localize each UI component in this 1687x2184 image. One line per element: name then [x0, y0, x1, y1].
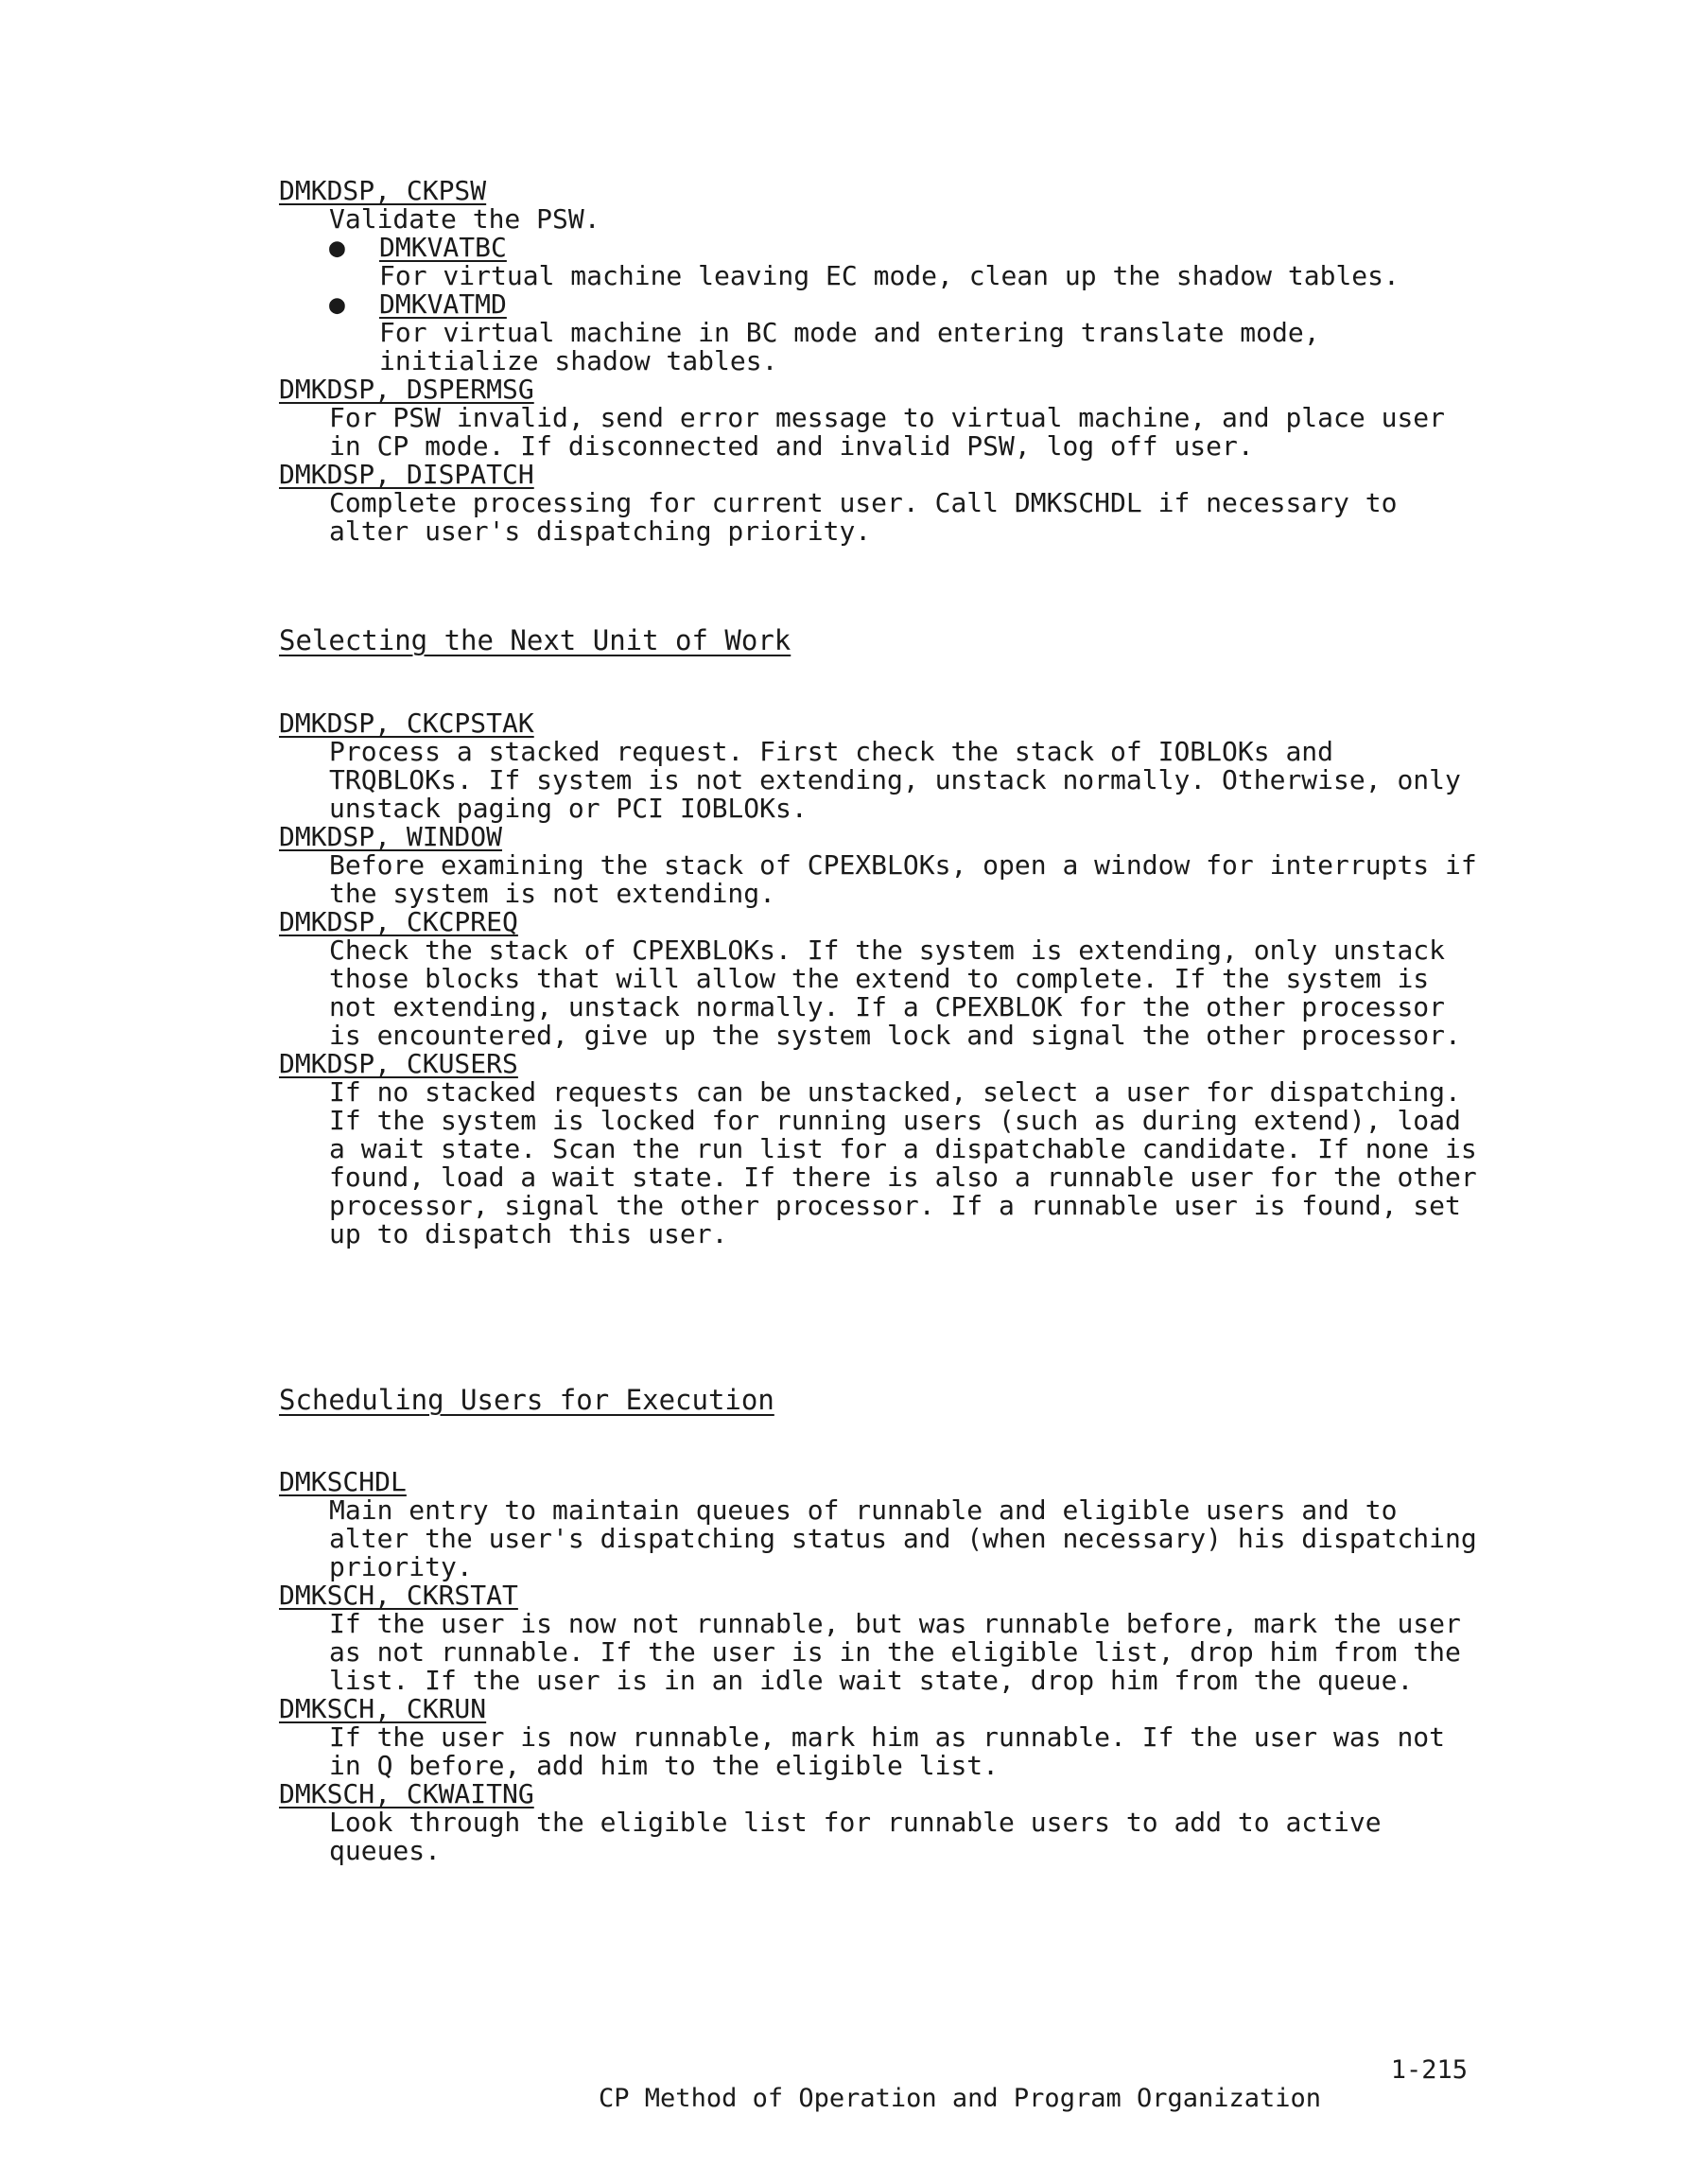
section-title: Scheduling Users for Execution [279, 1384, 774, 1416]
page-number: 1-215 [1390, 2055, 1468, 2085]
entry-text: Complete processing for current user. Call DMKSCHDL if necessary to alter user's dispatching priority. [329, 487, 1414, 547]
entry-text: For PSW invalid, send error message to virtual machine, and place user in CP mode. If disconnected and invalid PSW, log off user. [329, 402, 1461, 462]
footer-title: CP Method of Operation and Program Organization [599, 2084, 1322, 2113]
bullet-icon: ● [329, 232, 345, 263]
entry-text: Validate the PSW. [329, 203, 600, 235]
entry-text: Process a stacked request. First check the stack of IOBLOKs and TRQBLOKs. If system is not extending, unstack normally. Otherwise, only unstack paging or PCI IOBLOKs. [329, 736, 1477, 824]
entry-text: If no stacked requests can be unstacked, select a user for dispatching. If the system is locked for running users (such as during extend), load a wait state. Scan the run list for a dispatchable candidate. If none is found, load a wait state. If there is also a runnable user for the other processor, signal the other processor. If a runnable user is found, set up to dispatch this user. [329, 1076, 1493, 1249]
entry-heading: DMKSCHDL [279, 1466, 407, 1497]
entry-heading: DMKSCH, CKWAITNG [279, 1778, 534, 1809]
entry-heading: DMKDSP, CKUSERS [279, 1048, 518, 1079]
page-footer [537, 2056, 1502, 2170]
bullet-heading: DMKVATMD [379, 288, 507, 320]
bullet-icon: ● [329, 288, 345, 320]
entry-heading: DMKDSP, DISPATCH [279, 459, 534, 490]
entry-text: Before examining the stack of CPEXBLOKs, open a window for interrupts if the system is not extending. [329, 849, 1493, 909]
bullet-item [329, 290, 1489, 376]
entry-heading: DMKSCH, CKRSTAT [279, 1580, 518, 1611]
entry-text: If the user is now runnable, mark him as runnable. If the user was not in Q before, add him to the eligible list. [329, 1721, 1461, 1781]
entry-heading: DMKDSP, DSPERMSG [279, 374, 534, 405]
entry-text: Main entry to maintain queues of runnable and eligible users and to alter the user's dispatching status and (when necessary) his dispatching priority. [329, 1494, 1493, 1582]
entry-text: If the user is now not runnable, but was runnable before, mark the user as not runnable. If the user is in the eligible list, drop him from the list. If the user is in an idle wait state, drop him from the queue. [329, 1608, 1477, 1696]
entry-text: Look through the eligible list for runnable users to add to active queues. [329, 1807, 1398, 1866]
entry-heading: DMKSCH, CKRUN [279, 1693, 487, 1724]
entry-heading: DMKDSP, CKCPREQ [279, 906, 518, 937]
entry-heading: DMKDSP, CKCPSTAK [279, 708, 534, 739]
section-title: Selecting the Next Unit of Work [279, 624, 791, 656]
bullet-text: For virtual machine in BC mode and entering translate mode, initialize shadow tables. [379, 317, 1320, 376]
entry-heading: DMKDSP, CKPSW [279, 175, 487, 206]
entry-heading: DMKDSP, WINDOW [279, 821, 503, 852]
bullet-text: For virtual machine leaving EC mode, clean up the shadow tables. [379, 260, 1400, 291]
bullet-heading: DMKVATBC [379, 232, 507, 263]
entry-group-schedule [279, 1466, 1493, 1866]
entry-group-dispatch [279, 708, 1493, 1249]
bullet-item [329, 234, 1489, 290]
entry-text: Check the stack of CPEXBLOKs. If the system is extending, only unstack those blocks that will allow the extend to complete. If the system is not extending, unstack normally. If a CPEXBLOK for the other processor is encountered, give up the system lock and signal the other processor. [329, 935, 1461, 1051]
entry-ckpsw [279, 177, 1489, 546]
